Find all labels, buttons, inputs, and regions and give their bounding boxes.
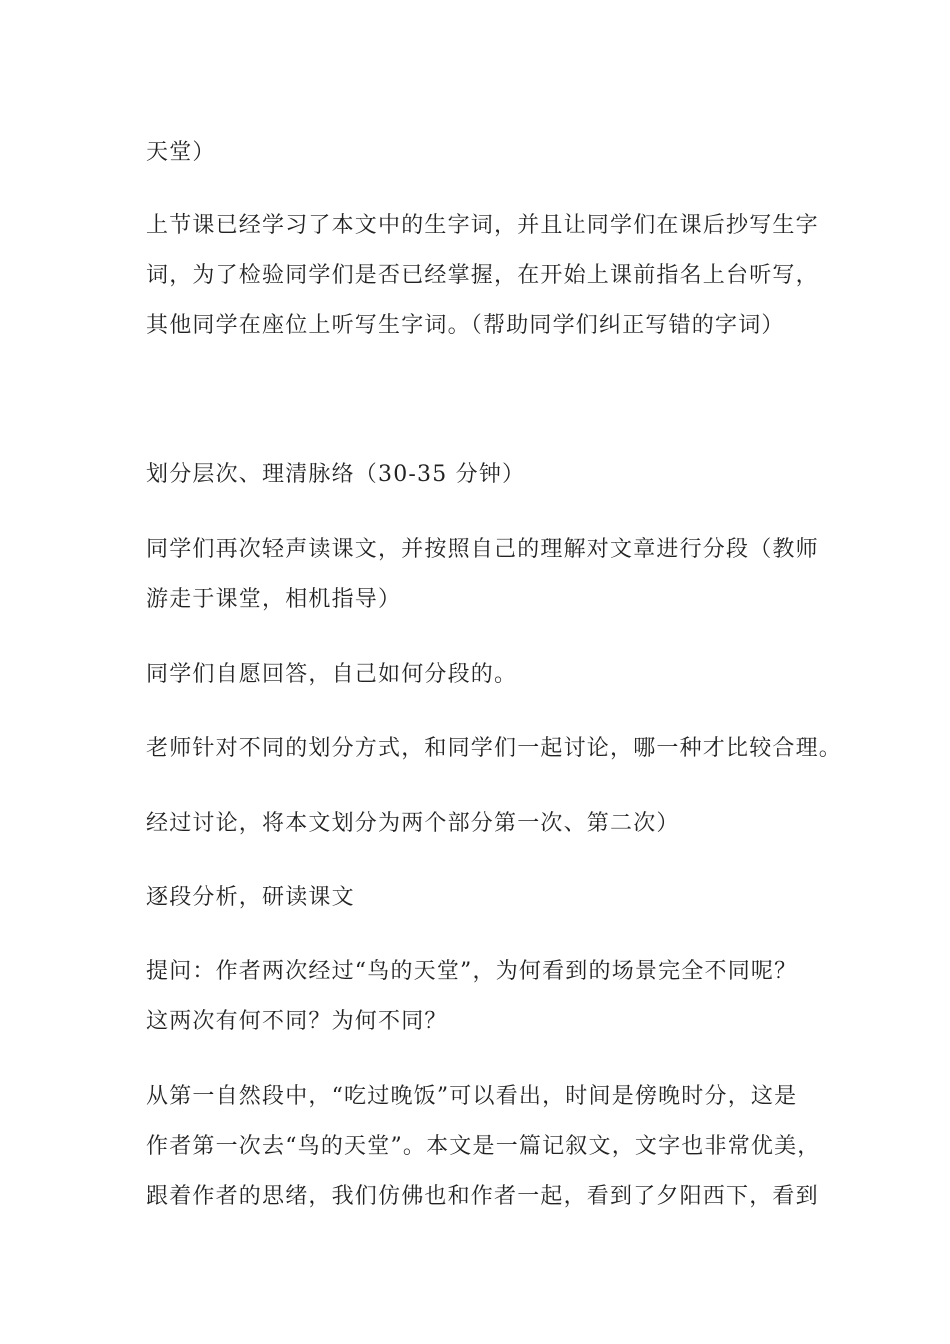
text-line: 作者第一次去“鸟的天堂”。本文是一篇记叙文，文字也非常优美，: [146, 1134, 821, 1159]
text-line: 其他同学在座位上听写生字词。（帮助同学们纠正写错的字词）: [146, 313, 785, 338]
text-line: 老师针对不同的划分方式，和同学们一起讨论，哪一种才比较合理。: [146, 736, 843, 761]
section-heading: 划分层次、理清脉络（30-35 分钟）: [146, 462, 526, 487]
text-line: 经过讨论，将本文划分为两个部分第一次、第二次）: [146, 811, 680, 836]
text-line: 词，为了检验同学们是否已经掌握，在开始上课前指名上台听写，: [146, 263, 819, 288]
section-heading: 逐段分析，研读课文: [146, 885, 355, 910]
text-line: 上节课已经学习了本文中的生字词，并且让同学们在课后抄写生字: [146, 213, 819, 238]
text-line: 同学们再次轻声读课文，并按照自己的理解对文章进行分段（教师: [146, 537, 819, 562]
text-line: 这两次有何不同？为何不同？: [146, 1009, 448, 1034]
text-line: 提问：作者两次经过“鸟的天堂”，为何看到的场景完全不同呢？: [146, 959, 798, 984]
text-line: 同学们自愿回答，自己如何分段的。: [146, 662, 518, 687]
text-line: 从第一自然段中，“吃过晚饭”可以看出，时间是傍晚时分，这是: [146, 1084, 798, 1109]
text-line: 跟着作者的思绪，我们仿佛也和作者一起，看到了夕阳西下，看到: [146, 1184, 819, 1209]
text-line: 天堂）: [146, 140, 216, 165]
text-line: 游走于课堂，相机指导）: [146, 587, 402, 612]
